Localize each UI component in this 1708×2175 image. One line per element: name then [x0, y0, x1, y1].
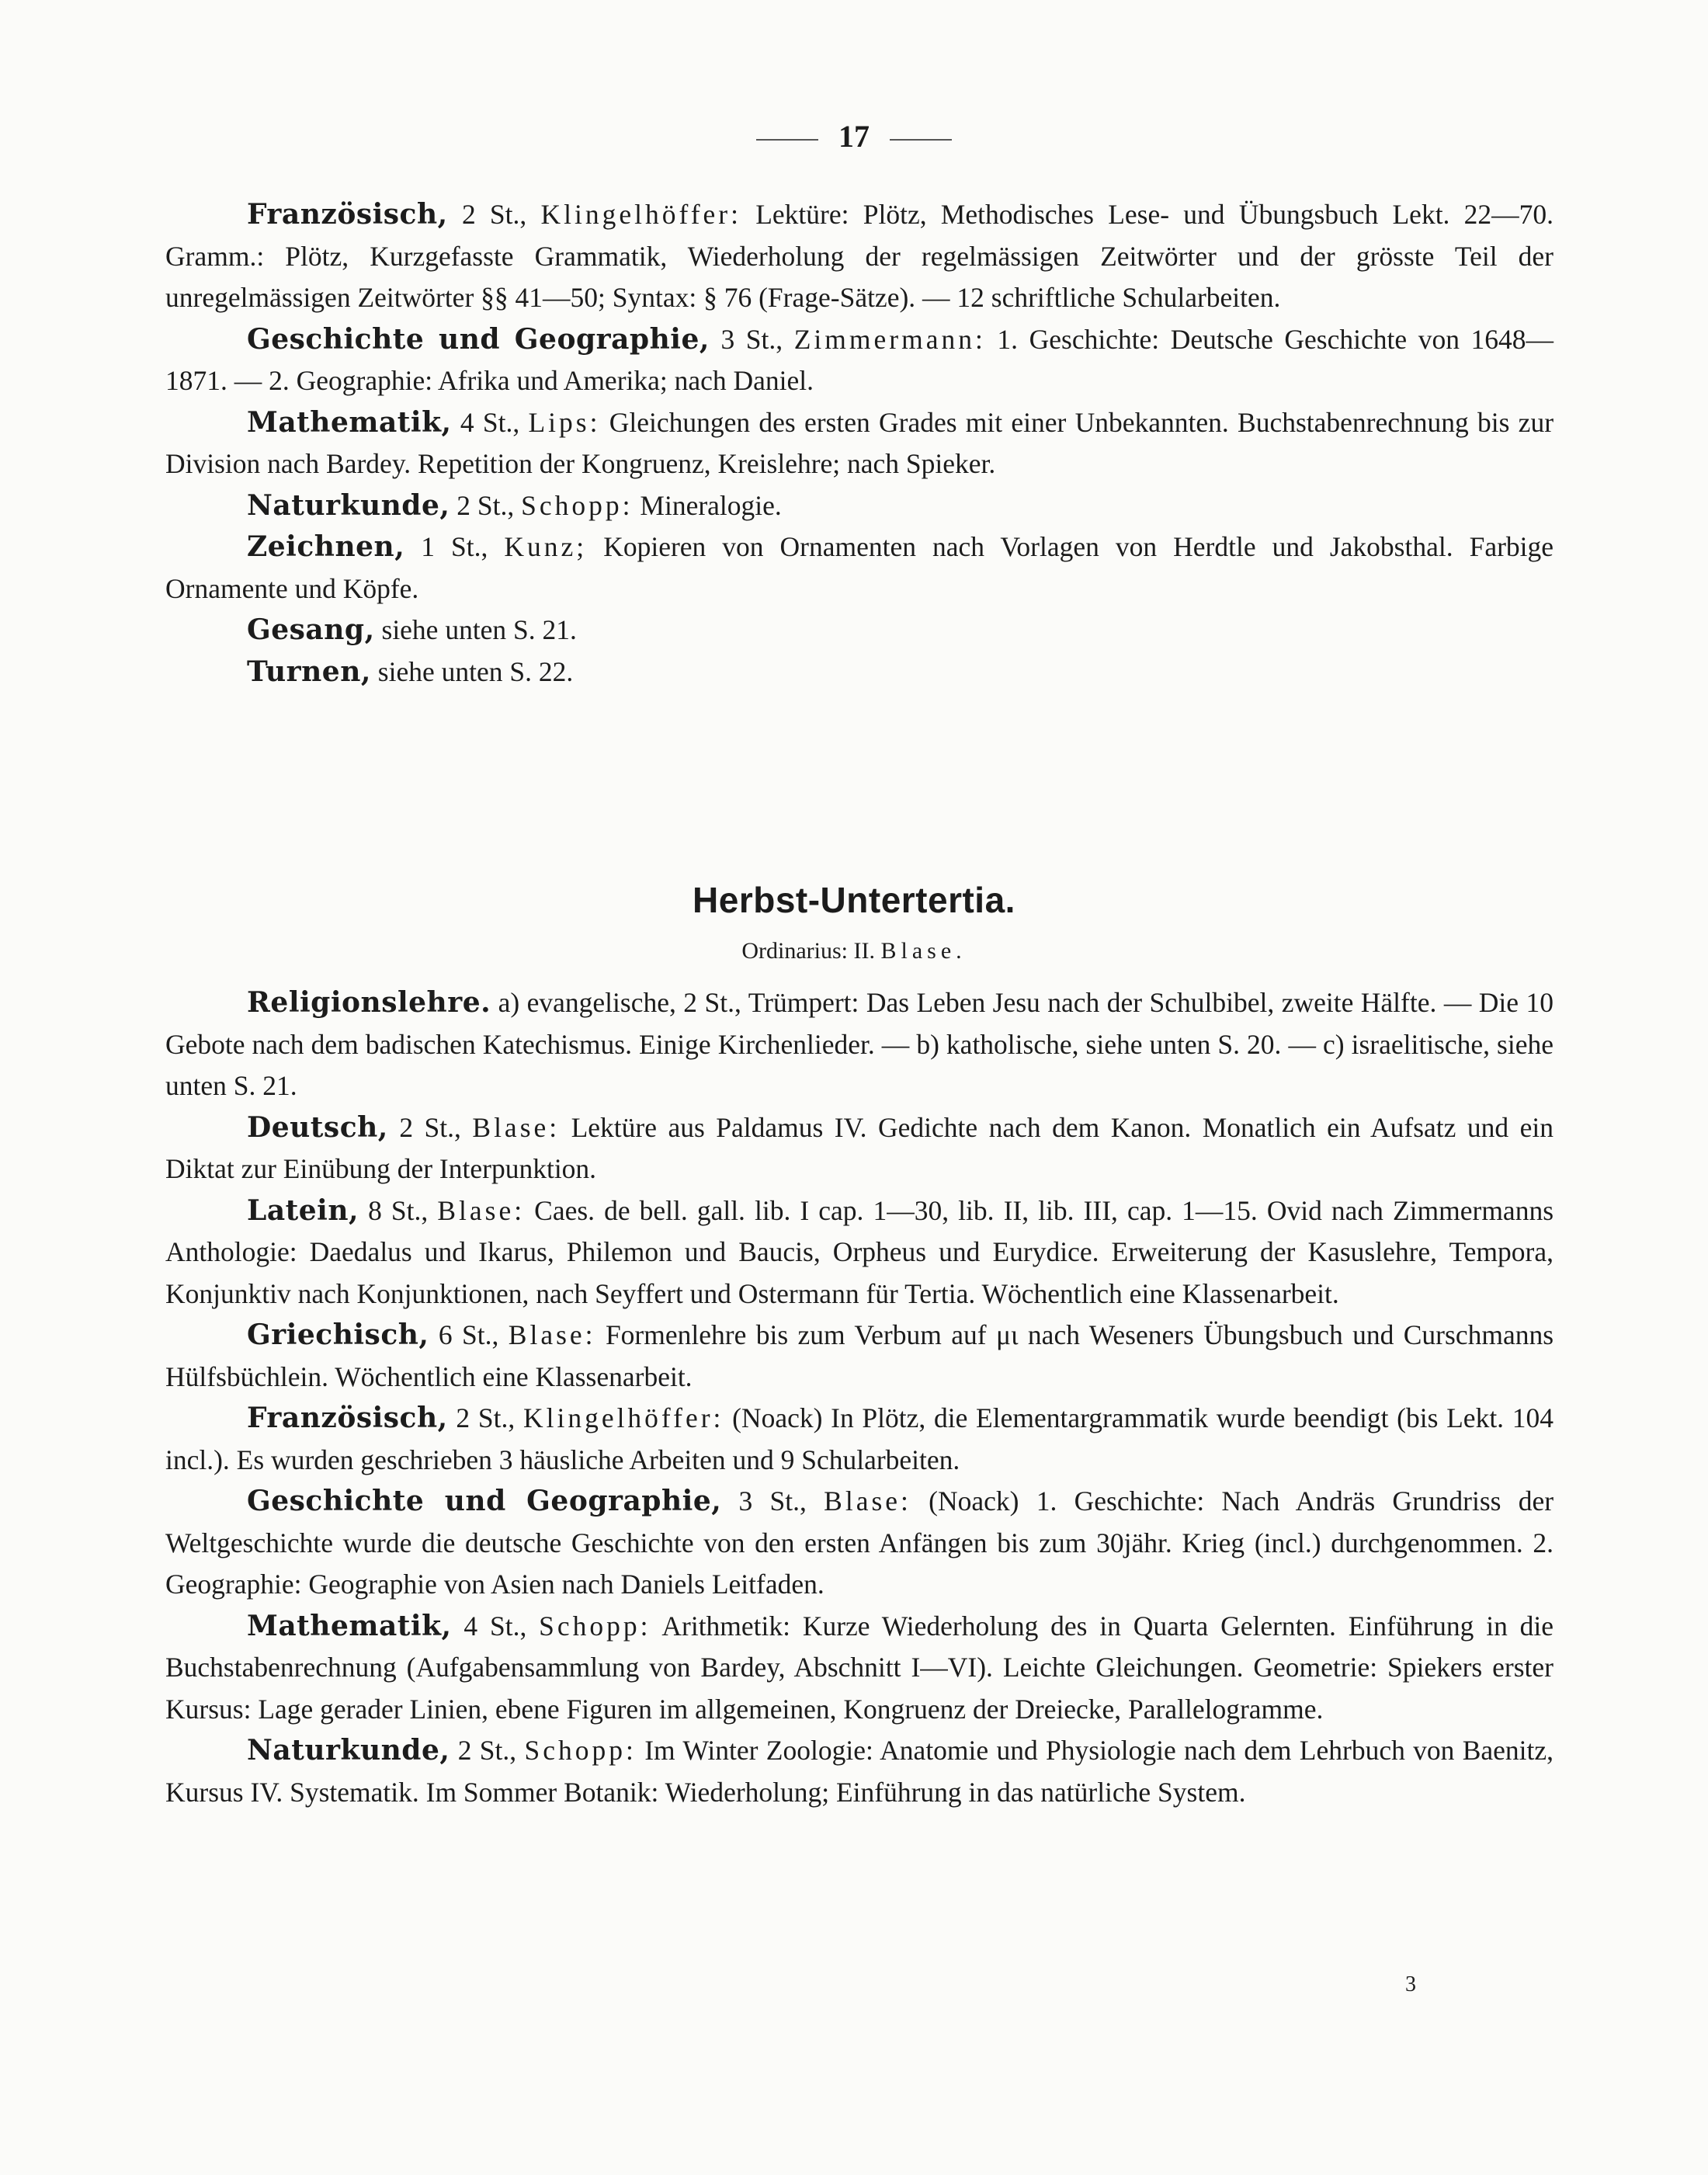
- subject-teacher: Blase:: [437, 1194, 526, 1226]
- subject-paragraph: [165, 610, 1554, 651]
- subject-paragraph: [165, 982, 1554, 1107]
- subject-teacher: Lips:: [528, 406, 601, 438]
- subject-hours: 2 St.,: [399, 1111, 461, 1143]
- subject-teacher: Schopp:: [521, 489, 634, 521]
- subject-paragraph: [165, 1730, 1554, 1813]
- subject-hours: 2 St.,: [461, 199, 527, 230]
- subject-paragraph: [165, 1190, 1554, 1315]
- signature-mark: 3: [1405, 1972, 1416, 1996]
- subject-text: siehe unten S. 22.: [377, 655, 574, 687]
- main-section: [165, 982, 1554, 1813]
- subject-name: Zeichnen,: [247, 530, 405, 563]
- page-header: [0, 118, 1708, 155]
- section-heading: Herbst-Untertertia.: [693, 880, 1015, 920]
- subject-paragraph: [165, 1398, 1554, 1481]
- ordinarius-name: Blase.: [880, 938, 967, 964]
- subject-text: (Noack) In Plötz, die Elementargrammatik wurde beendigt (bis Lekt. 104 incl.). Es wurden geschrieben 3 häusliche Arbeiten und 9 Schularbeiten.: [165, 1402, 1554, 1475]
- subject-hours: 2 St.,: [457, 1735, 517, 1766]
- subject-text: Im Winter Zoologie: Anatomie und Physiologie nach dem Lehrbuch von Baenitz, Kursus IV. Systematik. Im Sommer Botanik: Wiederholung; Einführung in das natürliche System.: [165, 1735, 1554, 1808]
- subject-hours: 3 St.,: [720, 323, 783, 355]
- subject-name: Naturkunde,: [247, 1734, 450, 1767]
- subject-name: Französisch,: [247, 198, 448, 231]
- subject-paragraph: [165, 651, 1554, 693]
- subject-name: Gesang,: [247, 613, 375, 646]
- subject-name: Deutsch,: [247, 1110, 388, 1144]
- subject-text: Lektüre aus Paldamus IV. Gedichte nach dem Kanon. Monatlich ein Aufsatz und ein Diktat zur Einübung der Interpunktion.: [165, 1111, 1554, 1184]
- page-number: 17: [838, 119, 870, 154]
- subject-teacher: Klingelhöffer:: [540, 199, 741, 230]
- subject-hours: 3 St.,: [738, 1485, 807, 1517]
- subject-text: (Noack) 1. Geschichte: Nach Andräs Grundriss der Weltgeschichte wurde die deutsche Geschichte von den ersten Anfängen bis zum 30jähr. Krieg (incl.) durchgenommen. 2. Geographie: Geographie von Asien nach Daniels Leitfaden.: [165, 1485, 1554, 1600]
- subject-paragraph: [165, 1315, 1554, 1398]
- ordinarius-line: [0, 938, 1708, 964]
- subject-paragraph: [165, 1107, 1554, 1190]
- subject-text: Lektüre: Plötz, Methodisches Lese- und Übungsbuch Lekt. 22—70. Gramm.: Plötz, Kurzgefasste Grammatik, Wiederholung der regelmässigen Zeitwörter und der grösste Teil der unregelmässigen Zeitwörter §§ 41—50; Syntax: § 76 (Frage-Sätze). — 12 schriftliche Schularbeiten.: [165, 199, 1554, 313]
- subject-teacher: Blase:: [508, 1319, 596, 1350]
- subject-text: 1. Geschichte: Deutsche Geschichte von 1648—1871. — 2. Geographie: Afrika und Amerika; nach Daniel.: [165, 323, 1554, 396]
- subject-name: Mathematik,: [247, 1609, 452, 1642]
- subject-text: Gleichungen des ersten Grades mit einer Unbekannten. Buchstabenrechnung bis zur Division nach Bardey. Repetition der Kongruenz, Kreislehre; nach Spieker.: [165, 406, 1554, 479]
- subject-paragraph: [165, 194, 1554, 319]
- subject-text: Arithmetik: Kurze Wiederholung des in Quarta Gelernten. Einführung in die Buchstabenrechnung (Aufgabensammlung von Bardey, Abschnitt I—VI). Leichte Gleichungen. Geometrie: Spiekers erster Kursus: Lage gerader Linien, ebene Figuren im allgemeinen, Kongruenz der Dreiecke, Parallelogramme.: [165, 1610, 1554, 1725]
- header-dash-left: [756, 139, 818, 141]
- subject-text: Formenlehre bis zum Verbum auf μι nach Weseners Übungsbuch und Curschmanns Hülfsbüchlein. Wöchentlich eine Klassenarbeit.: [165, 1319, 1554, 1392]
- subject-teacher: Zimmermann:: [793, 323, 986, 355]
- subject-name: Latein,: [247, 1193, 359, 1227]
- subject-hours: 6 St.,: [438, 1319, 499, 1350]
- subject-teacher: Blase:: [472, 1111, 561, 1143]
- subject-hours: 2 St.,: [457, 489, 515, 521]
- header-dash-right: [890, 139, 952, 141]
- subject-text: siehe unten S. 21.: [381, 614, 577, 645]
- ordinarius-label: Ordinarius: II.: [741, 938, 875, 964]
- subject-hours: 4 St.,: [463, 1610, 527, 1642]
- subject-text: Caes. de bell. gall. lib. I cap. 1—30, lib. II, lib. III, cap. 1—15. Ovid nach Zimmermanns Anthologie: Daedalus und Ikarus, Philemon und Baucis, Orpheus und Eurydice. Erweiterung der Kasuslehre, Tempora, Konjunktiv nach Konjunktionen, nach Seyffert und Ostermann für Tertia. Wöchentlich eine Klassenarbeit.: [165, 1194, 1554, 1309]
- subject-paragraph: [165, 1481, 1554, 1606]
- subject-name: Geschichte und Geographie,: [247, 322, 710, 356]
- subject-teacher: Blase:: [824, 1485, 911, 1517]
- subject-hours: 8 St.,: [368, 1194, 429, 1226]
- subject-name: Mathematik,: [247, 405, 452, 439]
- subject-name: Geschichte und Geographie,: [247, 1485, 722, 1517]
- subject-name: Turnen,: [247, 655, 371, 688]
- subject-text: Kopieren von Ornamenten nach Vorlagen von Herdtle und Jakobsthal. Farbige Ornamente und Köpfe.: [165, 531, 1554, 604]
- subject-paragraph: [165, 402, 1554, 485]
- subject-name: Griechisch,: [247, 1319, 429, 1351]
- subject-paragraph: [165, 485, 1554, 527]
- subject-hours: 1 St.,: [421, 531, 488, 562]
- subject-name: Französisch,: [247, 1402, 448, 1434]
- subject-teacher: Klingelhöffer:: [522, 1402, 724, 1433]
- subject-name: Religionslehre.: [247, 986, 491, 1019]
- top-section: [165, 194, 1554, 693]
- subject-paragraph: [165, 526, 1554, 610]
- subject-paragraph: [165, 319, 1554, 402]
- subject-hours: 2 St.,: [456, 1402, 516, 1433]
- subject-teacher: Schopp:: [539, 1610, 651, 1642]
- subject-teacher: Schopp:: [524, 1735, 637, 1766]
- subject-name: Naturkunde,: [247, 488, 450, 522]
- subject-text: a) evangelische, 2 St., Trümpert: Das Leben Jesu nach der Schulbibel, zweite Hälfte. — Die 10 Gebote nach dem badischen Katechismus. Einige Kirchenlieder. — b) katholische, siehe unten S. 20. — c) israelitische, siehe unten S. 21.: [165, 987, 1554, 1101]
- subject-hours: 4 St.,: [460, 406, 520, 438]
- subject-text: Mineralogie.: [640, 489, 782, 521]
- subject-paragraph: [165, 1606, 1554, 1731]
- subject-teacher: Kunz;: [504, 531, 588, 562]
